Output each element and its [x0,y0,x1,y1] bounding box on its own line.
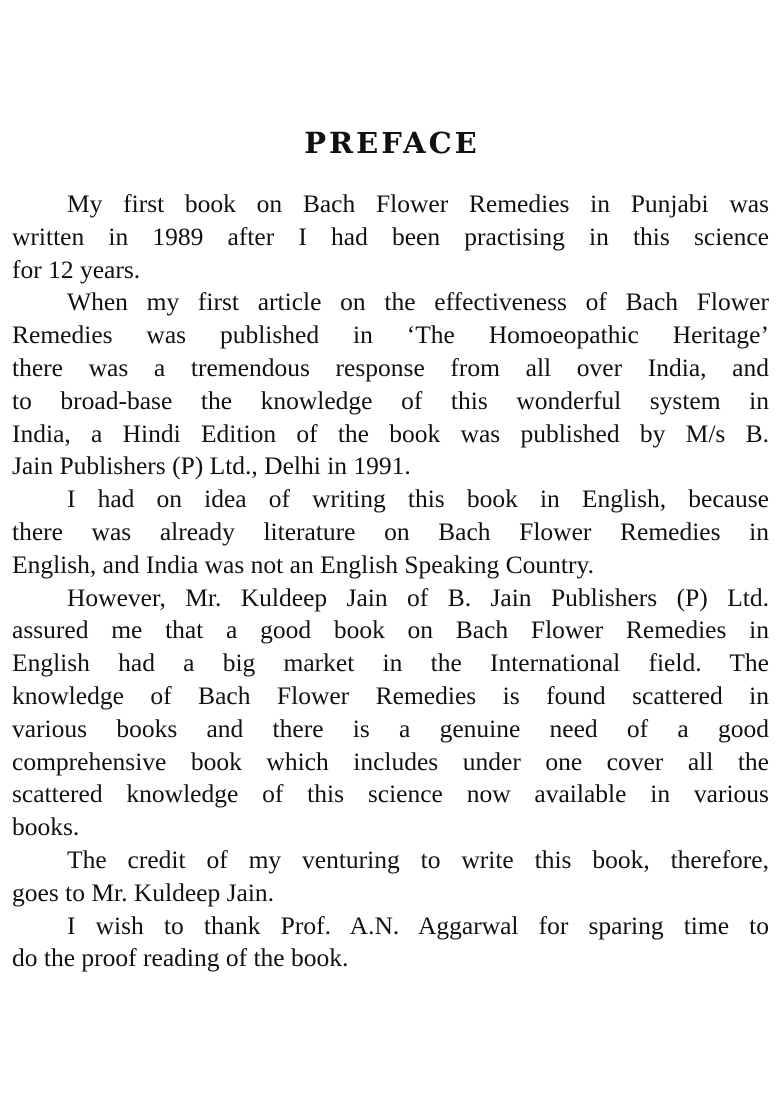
text-line: books. [12,812,80,842]
text-line: written in 1989 after I had been practising in this science [12,221,769,251]
paragraph [12,582,769,844]
text-line: there was already literature on Bach Flower Remedies in [12,516,769,546]
text-line: My first book on Bach Flower Remedies in Punjabi was [67,189,769,218]
text-line: to broad-base the knowledge of this wonderful system in [12,385,769,415]
text-line: I wish to thank Prof. A.N. Aggarwal for sparing time to [67,910,769,940]
text-line: do the proof reading of the book. [12,943,349,973]
text-line: Jain Publishers (P) Ltd., Delhi in 1991. [12,451,411,481]
text-line: comprehensive book which includes under one cover all the [12,746,769,776]
text-line: Remedies was published in ‘The Homoeopathic Heritage’ [12,320,769,350]
page-title: PREFACE [304,126,480,160]
text-line: goes to Mr. Kuldeep Jain. [12,877,275,907]
paragraph [12,844,769,910]
text-line: knowledge of Bach Flower Remedies is found scattered in [12,680,769,710]
text-line: assured me that a good book on Bach Flower Remedies in [12,615,769,645]
text-line: The credit of my venturing to write this book, therefore, [67,844,769,874]
paragraph [12,188,769,286]
text-line: scattered knowledge of this science now available in various [12,779,769,809]
text-line: However, Mr. Kuldeep Jain of B. Jain Publishers (P) Ltd. [67,582,769,612]
paragraph [12,483,769,581]
text-line: there was a tremendous response from all over India, and [12,352,769,382]
text-line: When my first article on the effectiveness of Bach Flower [67,287,769,317]
paragraph [12,286,769,483]
text-line: various books and there is a genuine need of a good [12,713,769,743]
text-line: India, a Hindi Edition of the book was published by M/s B. [12,418,769,448]
text-line: English, and India was not an English Speaking Country. [12,549,594,579]
text-line: I had on idea of writing this book in English, because [67,484,769,514]
text-line: English had a big market in the International field. The [12,648,769,678]
text-line: for 12 years. [12,254,141,284]
preface-body [12,188,769,975]
paragraph [12,910,769,976]
